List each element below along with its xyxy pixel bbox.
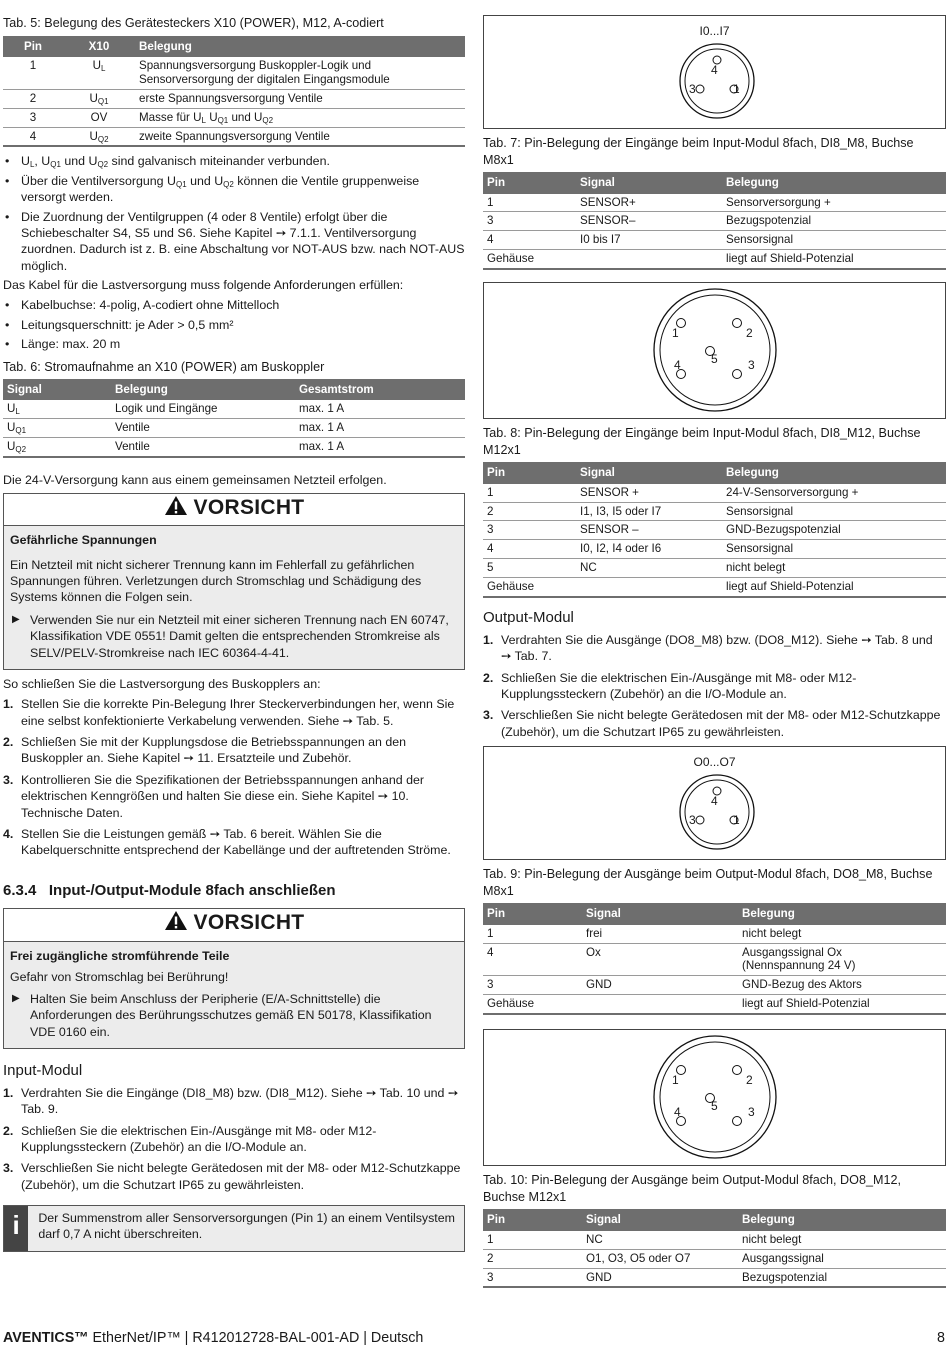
- cell-belegung: zweite Spannungsversorgung Ventile: [135, 127, 465, 146]
- cell-signal: $U_{Q2}$: [3, 438, 111, 457]
- figure-label: O0...O7: [693, 755, 736, 770]
- table-row: [483, 521, 946, 540]
- cell-belegung: liegt auf Shield-Potenzial: [722, 578, 946, 597]
- pin-label: 1: [672, 1073, 679, 1088]
- pin-label: 5: [711, 1099, 718, 1114]
- tab5-caption: Tab. 5: Belegung des Gerätesteckers X10 (POWER), M12, A-codiert: [3, 16, 384, 30]
- table-row: [483, 502, 946, 521]
- cell-x10: OV: [63, 108, 135, 127]
- cell-pin: 2: [3, 89, 63, 108]
- warning-header: [4, 494, 464, 527]
- pin-label: 1: [733, 82, 740, 96]
- footer-text: EtherNet/IP™ | R412012728-BAL-001-AD | Deutsch: [88, 1330, 424, 1346]
- cell-x10: $U_{Q2}$: [63, 127, 135, 146]
- cell-signal: NC: [582, 1231, 738, 1249]
- tab6-header-belegung: Belegung: [111, 379, 295, 400]
- tab7-table: [483, 172, 946, 270]
- table-row: [483, 231, 946, 250]
- cell-strom: max. 1 A: [295, 419, 465, 438]
- pin-label: 4: [674, 358, 681, 373]
- cell-belegung: Spannungsversorgung Buskoppler-Logik und Sensorversorgung der digitalen Eingangsmodule: [135, 57, 465, 89]
- warning-box-voltage: [3, 493, 465, 670]
- info-box: [3, 1205, 465, 1252]
- tab8-table: [483, 462, 946, 598]
- tab8-caption: Tab. 8: Pin-Belegung der Eingänge beim Input-Modul 8fach, DI8_M12, Buchse M12x1: [483, 426, 921, 457]
- tab6-table: [3, 379, 465, 458]
- tab5-header-pin: Pin: [3, 36, 63, 57]
- pin-label: 3: [689, 82, 696, 96]
- brand-name: AVENTICS™: [3, 1330, 89, 1346]
- pin-label: 3: [689, 813, 696, 828]
- cell-belegung: Ausgangssignal: [738, 1249, 946, 1268]
- tab7-header-signal: Signal: [576, 172, 722, 193]
- table-row: [483, 1268, 946, 1287]
- cell-belegung: 24-V-Sensorversorgung +: [722, 484, 946, 502]
- tab6-header-signal: Signal: [3, 379, 111, 400]
- warning-header: [4, 909, 464, 942]
- m8-socket-icon: [679, 43, 755, 119]
- cell-pin: 1: [483, 925, 582, 943]
- cell-belegung: Bezugspotenzial: [722, 212, 946, 231]
- cell-pin: Gehäuse: [483, 995, 582, 1014]
- table-row: [483, 1249, 946, 1268]
- tab8-header-pin: Pin: [483, 462, 576, 483]
- cell-x10: $U_{Q1}$: [63, 89, 135, 108]
- left-column: [3, 15, 465, 1252]
- cell-pin: 4: [483, 231, 576, 250]
- steps-input: [3, 1085, 465, 1193]
- cell-belegung: Bezugspotenzial: [738, 1268, 946, 1287]
- cell-signal: SENSOR+: [576, 194, 722, 212]
- cell-signal: $U_L$: [3, 400, 111, 418]
- warning-text: Ein Netzteil mit nicht sicherer Trennung kann im Fehlerfall zu gefährlichen Spannungen führen. Verletzungen durch Stromschlag und Schädigung des Systems können die Folgen sein.: [10, 557, 422, 605]
- list-item: • Länge: max. 20 m: [3, 336, 465, 352]
- cell-belegung: GND-Bezugspotenzial: [722, 521, 946, 540]
- tab9-header-signal: Signal: [582, 903, 738, 924]
- figure-m8-input: [483, 15, 946, 129]
- tab10-table: [483, 1209, 946, 1288]
- cell-pin: 3: [483, 212, 576, 231]
- table-row: [483, 484, 946, 502]
- cell-signal: I0, I2, I4 oder I6: [576, 540, 722, 559]
- warning-label: VORSICHT: [193, 911, 305, 935]
- table-row: [483, 212, 946, 231]
- table-row: [483, 540, 946, 559]
- warning-action: ▶ Halten Sie beim Anschluss der Peripherie (E/A-Schnittstelle) die Anforderungen des Berührungsschutzes gemäß EN 50178, Klassifikation VDE 0160 ein.: [10, 991, 456, 1040]
- tab5-header-belegung: Belegung: [135, 36, 465, 57]
- table-row: [3, 89, 465, 108]
- cell-belegung: GND-Bezug des Aktors: [738, 976, 946, 995]
- cell-pin: 1: [3, 57, 63, 89]
- cell-pin: 3: [3, 108, 63, 127]
- list-item: 1. Verdrahten Sie die Ausgänge (DO8_M8) bzw. (DO8_M12). Siehe ➙ Tab. 8 und ➙ Tab. 7.: [483, 632, 933, 664]
- page-footer: [3, 1330, 423, 1346]
- cell-belegung: Sensorsignal: [722, 502, 946, 521]
- cell-x10: $U_L$: [63, 57, 135, 89]
- figure-label: I0...I7: [699, 24, 730, 38]
- cell-belegung: Sensorversorgung +: [722, 194, 946, 212]
- warning-title: Gefährliche Spannungen: [10, 533, 157, 548]
- pin-label: 4: [674, 1105, 681, 1120]
- pin-label: 3: [748, 1105, 755, 1120]
- tab5-header-x10: X10: [63, 36, 135, 57]
- cell-signal: I1, I3, I5 oder I7: [576, 502, 722, 521]
- pin-label: 3: [748, 358, 755, 373]
- cell-pin: 1: [483, 194, 576, 212]
- cell-pin: 2: [483, 1249, 582, 1268]
- figure-m8-output: [483, 746, 946, 860]
- cell-signal: O1, O3, O5 oder O7: [582, 1249, 738, 1268]
- list-item: 3. Kontrollieren Sie die Spezifikationen der Betriebsspannungen anhand der elektrischen Kenngrößen und halten Sie diese ein. Siehe Kapitel ➙ 10. Technische Daten.: [3, 772, 424, 820]
- m12-socket-icon: [652, 1034, 778, 1160]
- table-row: [483, 250, 946, 269]
- cell-belegung: nicht belegt: [738, 925, 946, 943]
- list-item: 1. Stellen Sie die korrekte Pin-Belegung Ihrer Steckerverbindungen her, wenn Sie eine selbst konfektionierte Verkabelung verwenden. Siehe ➙ Tab. 5.: [3, 697, 455, 728]
- table-row: [3, 419, 465, 438]
- cell-belegung: liegt auf Shield-Potenzial: [722, 250, 946, 269]
- warning-title: Frei zugängliche stromführende Teile: [10, 949, 230, 964]
- table-row: [3, 127, 465, 146]
- warning-triangle-icon: [164, 910, 188, 939]
- tab9-header-pin: Pin: [483, 903, 582, 924]
- cell-pin: 3: [483, 1268, 582, 1287]
- pin-label: 2: [746, 326, 753, 341]
- cell-belegung: Logik und Eingänge: [111, 400, 295, 418]
- cell-belegung: nicht belegt: [738, 1231, 946, 1249]
- cell-signal: [576, 578, 722, 597]
- cell-belegung: Ausgangssignal Ox (Nennspannung 24 V): [738, 943, 946, 976]
- tab8-header-belegung: Belegung: [722, 462, 946, 483]
- list-item: • Über die Ventilversorgung $U_{Q1}$ und $U_{Q2}$ können die Ventile gruppenweise versorgt werden.: [3, 173, 465, 206]
- cell-signal: $U_{Q1}$: [3, 419, 111, 438]
- warning-text: Gefahr von Stromschlag bei Berührung!: [10, 969, 229, 984]
- table-row: [483, 194, 946, 212]
- cell-strom: max. 1 A: [295, 400, 465, 418]
- cell-signal: [576, 250, 722, 269]
- pin-label: 5: [711, 352, 718, 367]
- tab7-header-belegung: Belegung: [722, 172, 946, 193]
- cell-belegung: Masse für $U_L$ $U_{Q1}$ und $U_{Q2}$: [135, 108, 465, 127]
- steps-output: [483, 632, 946, 740]
- table-row: [483, 976, 946, 995]
- right-column: [483, 15, 946, 1288]
- cell-pin: 1: [483, 1231, 582, 1249]
- tab9-header-belegung: Belegung: [738, 903, 946, 924]
- cell-signal: SENSOR–: [576, 212, 722, 231]
- close-intro: So schließen Sie die Lastversorgung des Buskopplers an:: [3, 676, 321, 691]
- list-item: 3. Verschließen Sie nicht belegte Gerätedosen mit der M8- oder M12-Schutzkappe (Zubehör), um die Schutzart IP65 zu gewährleisten.: [483, 708, 941, 739]
- list-item: 2. Schließen Sie mit der Kupplungsdose die Betriebsspannungen an den Buskoppler an. Siehe Kapitel ➙ 11. Ersatzteile und Zubehör.: [3, 735, 407, 766]
- table-row: [483, 578, 946, 597]
- list-item: 4. Stellen Sie die Leistungen gemäß ➙ Tab. 6 bereit. Wählen Sie die Kabelquerschnitte entsprechend der Kabellänge und der auftretenden Ströme.: [3, 826, 451, 858]
- list-item: 2. Schließen Sie die elektrischen Ein-/Ausgänge mit M8- oder M12-Kupplungssteckern (Zubehör) an die I/O-Module an.: [3, 1123, 377, 1154]
- cell-pin: 4: [3, 127, 63, 146]
- cell-signal: I0 bis I7: [576, 231, 722, 250]
- info-text: Der Summenstrom aller Sensorversorgungen (Pin 1) an einem Ventilsystem darf 0,7 A nicht überschreiten.: [38, 1211, 455, 1242]
- tab8-header-signal: Signal: [576, 462, 722, 483]
- cell-belegung: erste Spannungsversorgung Ventile: [135, 89, 465, 108]
- page-number: 8: [937, 1330, 945, 1346]
- cell-belegung: Sensorsignal: [722, 231, 946, 250]
- cell-signal: SENSOR +: [576, 484, 722, 502]
- cell-belegung: nicht belegt: [722, 559, 946, 578]
- cell-pin: 3: [483, 521, 576, 540]
- tab7-caption: Tab. 7: Pin-Belegung der Eingänge beim Input-Modul 8fach, DI8_M8, Buchse M8x1: [483, 136, 914, 167]
- cell-signal: [582, 995, 738, 1014]
- cell-pin: 1: [483, 484, 576, 502]
- table-row: [483, 1231, 946, 1249]
- figure-m12-output: [483, 1029, 946, 1166]
- m12-socket-icon: [652, 287, 778, 413]
- input-heading: Input-Modul: [3, 1062, 83, 1080]
- tab10-header-signal: Signal: [582, 1209, 738, 1230]
- list-item: • Leitungsquerschnitt: je Ader > 0,5 mm²: [3, 317, 465, 333]
- warning-label: VORSICHT: [193, 495, 305, 519]
- pin-label: 1: [672, 326, 679, 341]
- m8-socket-icon: [679, 774, 755, 850]
- cell-pin: 4: [483, 540, 576, 559]
- cell-signal: GND: [582, 1268, 738, 1287]
- pin-label: 4: [711, 794, 718, 809]
- cell-signal: frei: [582, 925, 738, 943]
- cell-signal: GND: [582, 976, 738, 995]
- tab7-header-pin: Pin: [483, 172, 576, 193]
- info-icon: i: [4, 1206, 28, 1251]
- tab10-header-pin: Pin: [483, 1209, 582, 1230]
- list-item: 2. Schließen Sie die elektrischen Ein-/Ausgänge mit M8- oder M12-Kupplungssteckern (Zubehör) an die I/O-Module an.: [483, 670, 857, 702]
- warning-action: ▶ Verwenden Sie nur ein Netzteil mit einer sicheren Trennung nach EN 60747, Klassifikation VDE 0551! Damit gelten die entsprechenden Stromkreise als SELV/PELV-Stromkreise nach IEC 60364-4-41.: [10, 612, 456, 661]
- table-row: [483, 559, 946, 578]
- cell-belegung: liegt auf Shield-Potenzial: [738, 995, 946, 1014]
- cell-pin: 5: [483, 559, 576, 578]
- cell-signal: Ox: [582, 943, 738, 976]
- tab10-header-belegung: Belegung: [738, 1209, 946, 1230]
- tab9-caption: Tab. 9: Pin-Belegung der Ausgänge beim Output-Modul 8fach, DO8_M8, Buchse M8x1: [483, 867, 933, 898]
- cell-belegung: Sensorsignal: [722, 540, 946, 559]
- tab10-caption: Tab. 10: Pin-Belegung der Ausgänge beim Output-Modul 8fach, DO8_M12, Buchse M12x1: [483, 1173, 901, 1204]
- table-row: [483, 995, 946, 1014]
- table-row: [3, 438, 465, 457]
- list-item: 3. Verschließen Sie nicht belegte Gerätedosen mit der M8- oder M12-Schutzkappe (Zubehör), um die Schutzart IP65 zu gewährleisten.: [3, 1161, 461, 1192]
- tab5-table: [3, 36, 465, 148]
- list-item: 1. Verdrahten Sie die Eingänge (DI8_M8) bzw. (DI8_M12). Siehe ➙ Tab. 10 und ➙ Tab. 9.: [3, 1085, 459, 1117]
- section-heading: 6.3.4 Input-/Output-Module 8fach anschließen: [3, 881, 336, 899]
- cell-pin: Gehäuse: [483, 250, 576, 269]
- warning-triangle-icon: [164, 495, 188, 524]
- tab6-caption: Tab. 6: Stromaufnahme an X10 (POWER) am Buskoppler: [3, 359, 325, 374]
- cable-intro: Das Kabel für die Lastversorgung muss folgende Anforderungen erfüllen:: [3, 278, 404, 293]
- supply-note: Die 24-V-Versorgung kann aus einem gemeinsamen Netzteil erfolgen.: [3, 473, 387, 488]
- cell-belegung: Ventile: [111, 419, 295, 438]
- cell-signal: SENSOR –: [576, 521, 722, 540]
- pin-label: 1: [733, 813, 740, 828]
- cell-belegung: Ventile: [111, 438, 295, 457]
- cable-bullets: [3, 297, 465, 352]
- cell-strom: max. 1 A: [295, 438, 465, 457]
- table-row: [3, 400, 465, 418]
- voltage-bullets: [3, 153, 465, 274]
- tab9-table: [483, 903, 946, 1015]
- warning-box-parts: [3, 908, 465, 1049]
- list-item: • Kabelbuchse: 4-polig, A-codiert ohne Mittelloch: [3, 297, 465, 313]
- cell-pin: 4: [483, 943, 582, 976]
- table-row: [3, 108, 465, 127]
- cell-pin: Gehäuse: [483, 578, 576, 597]
- table-row: [483, 943, 946, 976]
- pin-label: 4: [711, 63, 718, 77]
- tab6-header-strom: Gesamtstrom: [295, 379, 465, 400]
- output-heading: Output-Modul: [483, 609, 574, 627]
- pin-label: 2: [746, 1073, 753, 1088]
- list-item: • Die Zuordnung der Ventilgruppen (4 oder 8 Ventile) erfolgt über die Schiebeschalter S4, S5 und S6. Siehe Kapitel ➙ 7.1.1. Ventilversorgung zuordnen. Dadurch ist z. B. eine Abschaltung vor NOT-AUS bzw. nach NOT-AUS möglich.: [3, 209, 465, 275]
- steps-power: [3, 696, 465, 858]
- figure-m12-input: [483, 282, 946, 419]
- list-item: • $U_L$, $U_{Q1}$ und $U_{Q2}$ sind galvanisch miteinander verbunden.: [3, 153, 465, 169]
- cell-pin: 2: [483, 502, 576, 521]
- cell-pin: 3: [483, 976, 582, 995]
- cell-signal: NC: [576, 559, 722, 578]
- table-row: [483, 925, 946, 943]
- table-row: [3, 57, 465, 89]
